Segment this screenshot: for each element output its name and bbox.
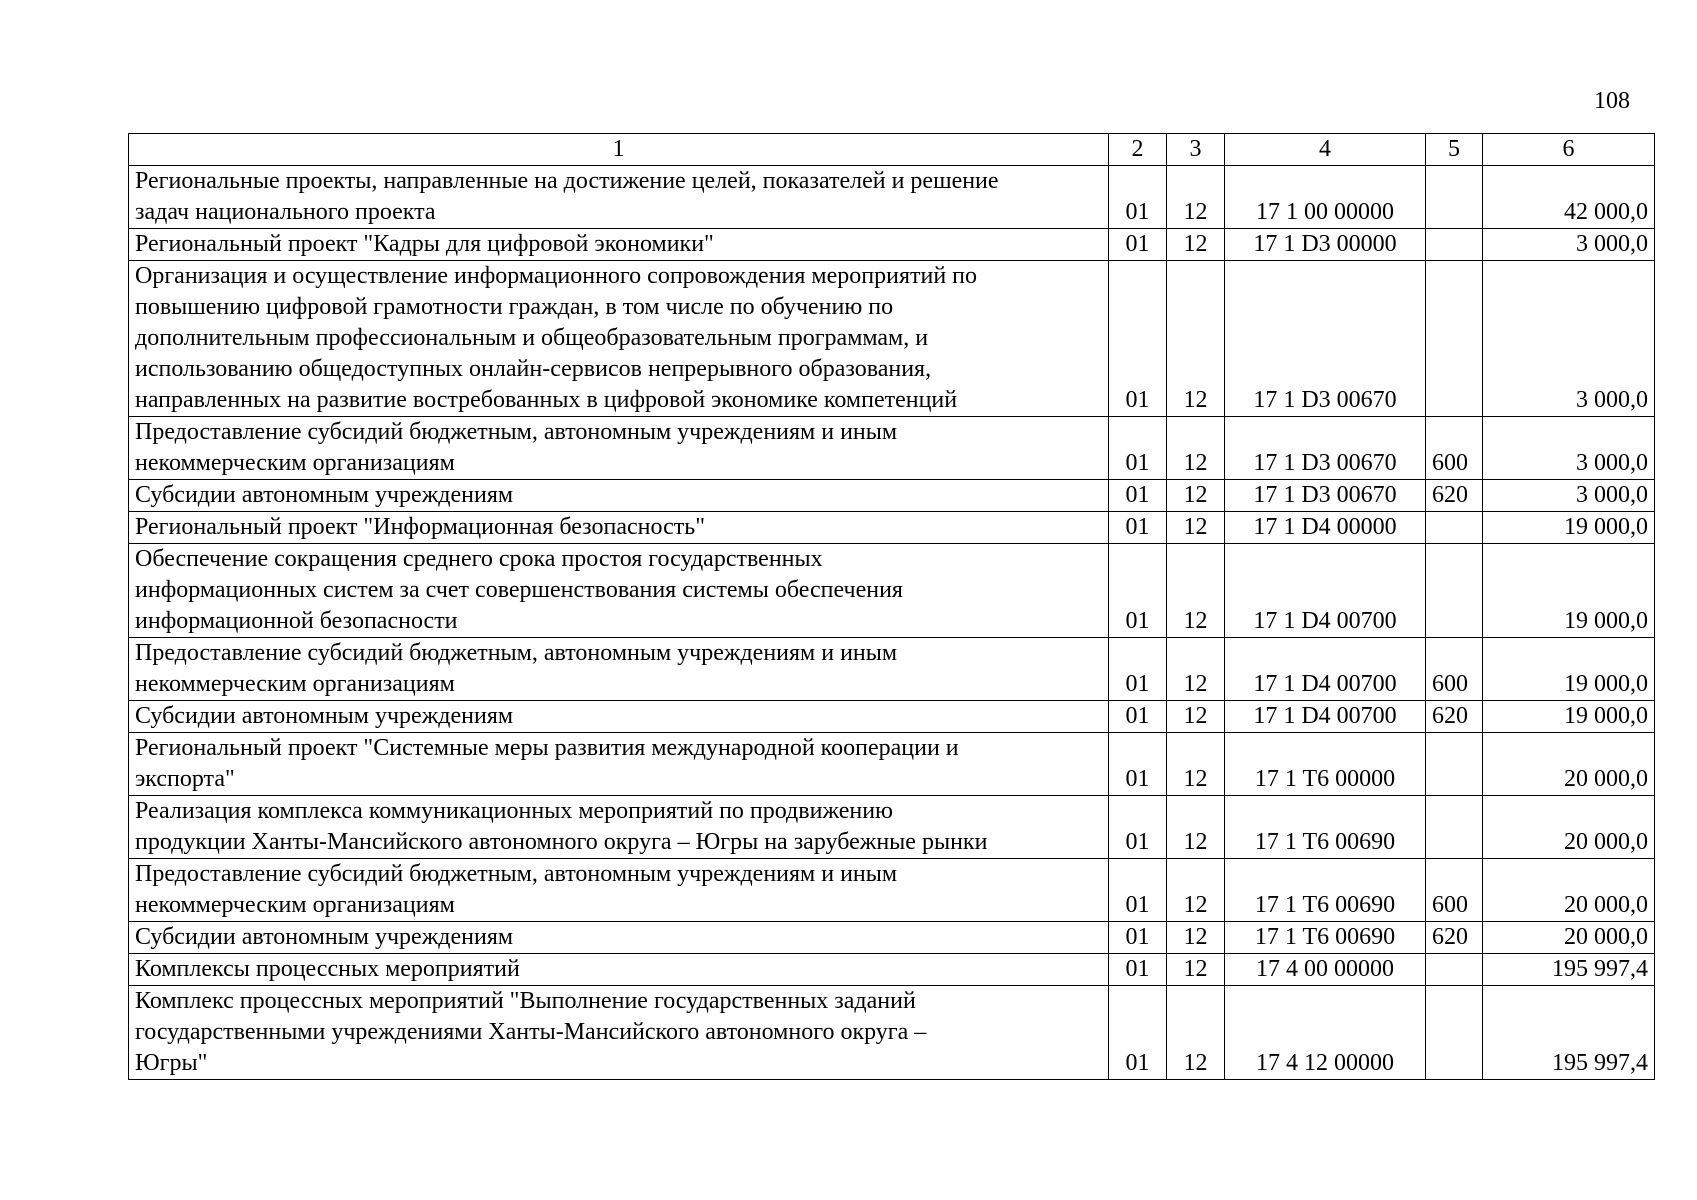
row-name-cell: [129, 544, 1109, 638]
section-cell: 01: [1109, 859, 1167, 922]
subsection-cell: 12: [1167, 512, 1225, 544]
row-name-cell: [129, 954, 1109, 986]
table-row: [129, 512, 1655, 544]
row-name-line: экспорта": [135, 766, 235, 792]
row-name-line: Региональный проект "Информационная безопасность": [135, 514, 705, 540]
amount-cell: 20 000,0: [1483, 859, 1655, 922]
expense-type-cell: 620: [1426, 701, 1483, 733]
table-row: [129, 986, 1655, 1080]
row-name-cell: [129, 417, 1109, 480]
expense-type-cell: 620: [1426, 480, 1483, 512]
section-cell: 01: [1109, 954, 1167, 986]
row-name-cell: [129, 638, 1109, 701]
target-code-cell: 17 1 D4 00700: [1225, 638, 1426, 701]
amount-cell: 19 000,0: [1483, 512, 1655, 544]
expense-type-cell: 600: [1426, 859, 1483, 922]
budget-table: [128, 133, 1655, 1080]
row-name-line: Комплексы процессных мероприятий: [135, 956, 520, 982]
column-header-5: 5: [1426, 134, 1483, 166]
amount-cell: 3 000,0: [1483, 229, 1655, 261]
expense-type-cell: [1426, 261, 1483, 417]
table-row: [129, 166, 1655, 229]
column-header-2: 2: [1109, 134, 1167, 166]
subsection-cell: 12: [1167, 261, 1225, 417]
amount-cell: 20 000,0: [1483, 733, 1655, 796]
table-row: [129, 417, 1655, 480]
subsection-cell: 12: [1167, 859, 1225, 922]
row-name-cell: [129, 859, 1109, 922]
section-cell: 01: [1109, 733, 1167, 796]
subsection-cell: 12: [1167, 796, 1225, 859]
row-name-line: направленных на развитие востребованных в цифровой экономике компетенций: [135, 387, 958, 413]
row-name-line: Предоставление субсидий бюджетным, автономным учреждениям и иным: [135, 419, 898, 445]
expense-type-cell: [1426, 796, 1483, 859]
row-name-line: Региональный проект "Системные меры развития международной кооперации и: [135, 735, 959, 761]
amount-cell: 20 000,0: [1483, 796, 1655, 859]
expense-type-cell: [1426, 229, 1483, 261]
subsection-cell: 12: [1167, 986, 1225, 1080]
amount-cell: 3 000,0: [1483, 480, 1655, 512]
table-row: [129, 733, 1655, 796]
target-code-cell: 17 1 T6 00690: [1225, 859, 1426, 922]
row-name-line: Региональный проект "Кадры для цифровой экономики": [135, 231, 714, 257]
table-row: [129, 859, 1655, 922]
expense-type-cell: [1426, 166, 1483, 229]
subsection-cell: 12: [1167, 701, 1225, 733]
row-name-line: повышению цифровой грамотности граждан, в том числе по обучению по: [135, 294, 894, 320]
table-body: [129, 166, 1655, 1080]
subsection-cell: 12: [1167, 922, 1225, 954]
row-name-line: Югры": [135, 1050, 208, 1076]
row-name-cell: [129, 922, 1109, 954]
subsection-cell: 12: [1167, 417, 1225, 480]
table-row: [129, 954, 1655, 986]
subsection-cell: 12: [1167, 638, 1225, 701]
amount-cell: 19 000,0: [1483, 544, 1655, 638]
expense-type-cell: [1426, 733, 1483, 796]
table-header: [129, 134, 1655, 166]
row-name-cell: [129, 796, 1109, 859]
target-code-cell: 17 1 00 00000: [1225, 166, 1426, 229]
table-row: [129, 701, 1655, 733]
target-code-cell: 17 1 D3 00000: [1225, 229, 1426, 261]
section-cell: 01: [1109, 701, 1167, 733]
target-code-cell: 17 1 D4 00700: [1225, 701, 1426, 733]
row-name-line: некоммерческим организациям: [135, 892, 455, 918]
amount-cell: 3 000,0: [1483, 261, 1655, 417]
row-name-line: дополнительным профессиональным и общеобразовательным программам, и: [135, 325, 929, 351]
target-code-cell: 17 1 D3 00670: [1225, 261, 1426, 417]
row-name-cell: [129, 701, 1109, 733]
section-cell: 01: [1109, 480, 1167, 512]
amount-cell: 195 997,4: [1483, 954, 1655, 986]
row-name-line: государственными учреждениями Ханты-Мансийского автономного округа –: [135, 1019, 927, 1045]
expense-type-cell: 600: [1426, 417, 1483, 480]
target-code-cell: 17 1 T6 00690: [1225, 796, 1426, 859]
expense-type-cell: [1426, 954, 1483, 986]
target-code-cell: 17 1 D4 00700: [1225, 544, 1426, 638]
row-name-line: задач национального проекта: [135, 199, 436, 225]
amount-cell: 20 000,0: [1483, 922, 1655, 954]
row-name-line: Комплекс процессных мероприятий "Выполнение государственных заданий: [135, 988, 916, 1014]
subsection-cell: 12: [1167, 733, 1225, 796]
amount-cell: 19 000,0: [1483, 701, 1655, 733]
row-name-line: Реализация комплекса коммуникационных мероприятий по продвижению: [135, 798, 893, 824]
target-code-cell: 17 4 00 00000: [1225, 954, 1426, 986]
table-row: [129, 261, 1655, 417]
row-name-line: Субсидии автономным учреждениям: [135, 924, 514, 950]
section-cell: 01: [1109, 166, 1167, 229]
subsection-cell: 12: [1167, 954, 1225, 986]
row-name-line: Обеспечение сокращения среднего срока простоя государственных: [135, 546, 823, 572]
target-code-cell: 17 1 D4 00000: [1225, 512, 1426, 544]
table-row: [129, 922, 1655, 954]
section-cell: 01: [1109, 638, 1167, 701]
table-row: [129, 544, 1655, 638]
target-code-cell: 17 4 12 00000: [1225, 986, 1426, 1080]
subsection-cell: 12: [1167, 166, 1225, 229]
row-name-line: Предоставление субсидий бюджетным, автономным учреждениям и иным: [135, 640, 898, 666]
column-header-3: 3: [1167, 134, 1225, 166]
amount-cell: 3 000,0: [1483, 417, 1655, 480]
expense-type-cell: 620: [1426, 922, 1483, 954]
header-row: [129, 134, 1655, 166]
column-header-4: 4: [1225, 134, 1426, 166]
row-name-line: продукции Ханты-Мансийского автономного округа – Югры на зарубежные рынки: [135, 829, 988, 855]
amount-cell: 195 997,4: [1483, 986, 1655, 1080]
row-name-line: Организация и осуществление информационного сопровождения мероприятий по: [135, 263, 978, 289]
row-name-cell: [129, 733, 1109, 796]
section-cell: 01: [1109, 512, 1167, 544]
column-header-6: 6: [1483, 134, 1655, 166]
table-row: [129, 638, 1655, 701]
row-name-line: Предоставление субсидий бюджетным, автономным учреждениям и иным: [135, 861, 898, 887]
subsection-cell: 12: [1167, 229, 1225, 261]
section-cell: 01: [1109, 261, 1167, 417]
row-name-line: информационных систем за счет совершенствования системы обеспечения: [135, 577, 903, 603]
row-name-line: Субсидии автономным учреждениям: [135, 703, 514, 729]
target-code-cell: 17 1 T6 00690: [1225, 922, 1426, 954]
subsection-cell: 12: [1167, 544, 1225, 638]
row-name-line: использованию общедоступных онлайн-сервисов непрерывного образования,: [135, 356, 932, 382]
target-code-cell: 17 1 T6 00000: [1225, 733, 1426, 796]
target-code-cell: 17 1 D3 00670: [1225, 417, 1426, 480]
column-header-1: 1: [129, 134, 1109, 166]
table-row: [129, 480, 1655, 512]
section-cell: 01: [1109, 229, 1167, 261]
row-name-cell: [129, 986, 1109, 1080]
table-row: [129, 796, 1655, 859]
row-name-line: Субсидии автономным учреждениям: [135, 482, 514, 508]
subsection-cell: 12: [1167, 480, 1225, 512]
expense-type-cell: [1426, 512, 1483, 544]
row-name-cell: [129, 229, 1109, 261]
row-name-cell: [129, 166, 1109, 229]
expense-type-cell: [1426, 986, 1483, 1080]
row-name-cell: [129, 480, 1109, 512]
table-row: [129, 229, 1655, 261]
section-cell: 01: [1109, 544, 1167, 638]
section-cell: 01: [1109, 922, 1167, 954]
page-number: 108: [1594, 88, 1630, 114]
row-name-cell: [129, 512, 1109, 544]
target-code-cell: 17 1 D3 00670: [1225, 480, 1426, 512]
row-name-line: информационной безопасности: [135, 608, 458, 634]
expense-type-cell: 600: [1426, 638, 1483, 701]
section-cell: 01: [1109, 796, 1167, 859]
row-name-line: некоммерческим организациям: [135, 671, 455, 697]
expense-type-cell: [1426, 544, 1483, 638]
section-cell: 01: [1109, 986, 1167, 1080]
row-name-cell: [129, 261, 1109, 417]
row-name-line: Региональные проекты, направленные на достижение целей, показателей и решение: [135, 168, 999, 194]
section-cell: 01: [1109, 417, 1167, 480]
row-name-line: некоммерческим организациям: [135, 450, 455, 476]
amount-cell: 42 000,0: [1483, 166, 1655, 229]
amount-cell: 19 000,0: [1483, 638, 1655, 701]
